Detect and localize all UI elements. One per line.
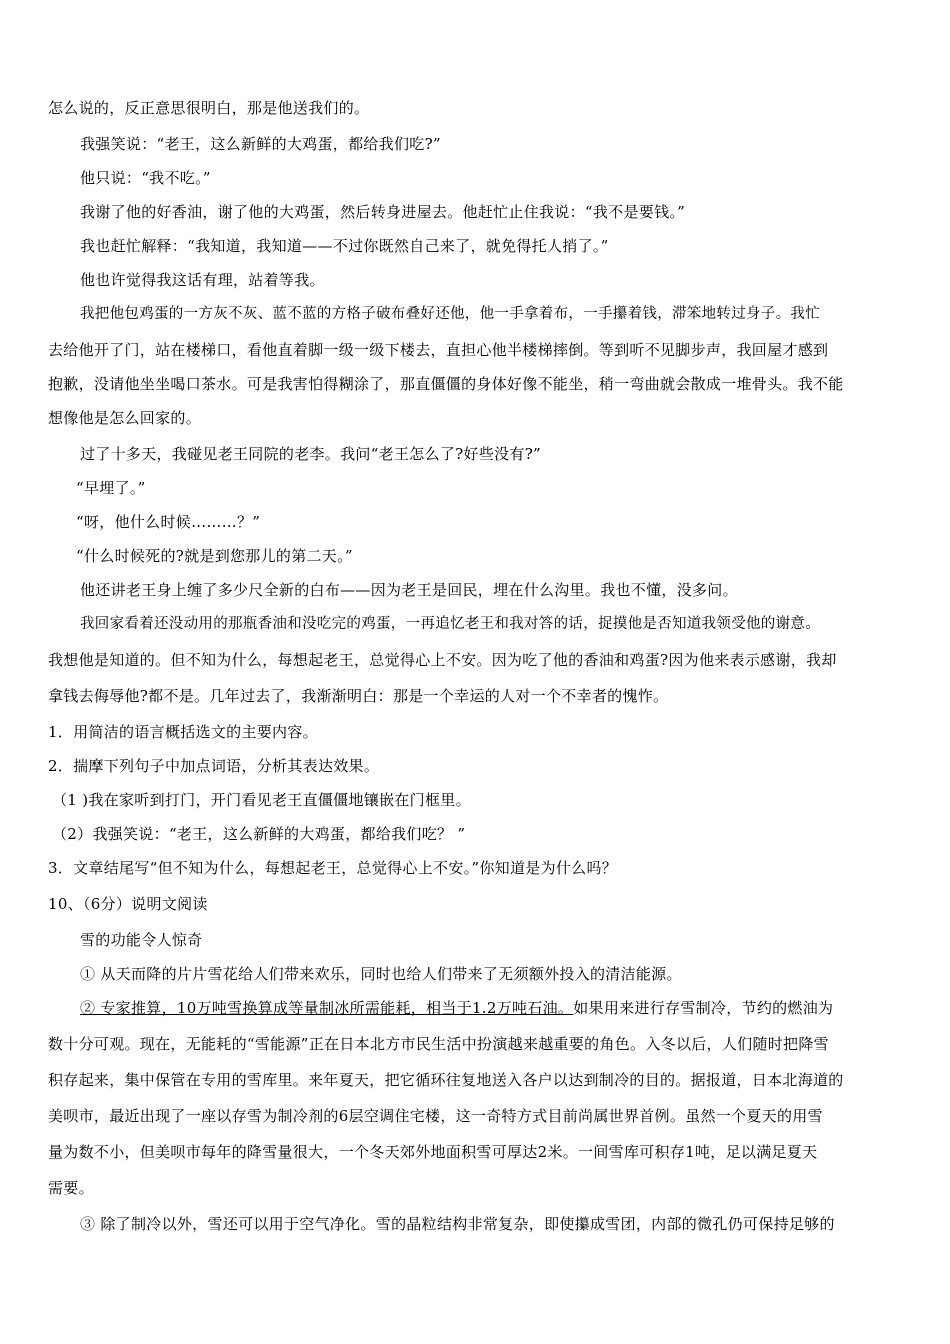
story-line: “早埋了。” bbox=[76, 479, 146, 497]
question-2: 2．揣摩下列句子中加点词语，分析其表达效果。 bbox=[48, 757, 380, 775]
article-paragraph-2-first-line bbox=[80, 998, 910, 1018]
paragraph-text: 如果用来进行存雪制冷，节约的燃油为 bbox=[573, 999, 834, 1017]
story-line: “呀，他什么时候………？” bbox=[76, 513, 261, 531]
story-line: 他只说：“我不吃。” bbox=[80, 169, 211, 187]
question-2-sub-2: （2）我强笑说：“老王，这么新鲜的大鸡蛋，都给我们吃？ ” bbox=[52, 825, 466, 843]
underlined-sentence: ② 专家推算，10万吨雪换算成等量制冰所需能耗，相当于1.2万吨石油。 bbox=[80, 999, 574, 1017]
article-line: 美呗市，最近出现了一座以存雪为制冷剂的6层空调住宅楼，这一奇特方式目前尚属世界首例。虽然一个夏天的用雪 bbox=[48, 1107, 823, 1125]
story-line: 我把他包鸡蛋的一方灰不灰、蓝不蓝的方格子破布叠好还他，他一手拿着布，一手攥着钱，滞笨地转过身子。我忙 bbox=[80, 306, 820, 322]
story-line: 过了十多天，我碰见老王同院的老李。我问“老王怎么了?好些没有?” bbox=[80, 445, 542, 463]
story-line: 去给他开了门，站在楼梯口，看他直着脚一级一级下楼去，直担心他半楼梯摔倒。等到听不见脚步声，我回屋才感到 bbox=[48, 341, 829, 359]
story-line: “什么时候死的?就是到您那儿的第二天。” bbox=[76, 547, 353, 565]
article-paragraph-3: ③ 除了制冷以外，雪还可以用于空气净化。雪的晶粒结构非常复杂，即使攥成雪团，内部的微孔仍可保持足够的 bbox=[80, 1215, 835, 1233]
article-line: 数十分可观。现在，无能耗的“雪能源”正在日本北方市民生活中扮演越来越重要的角色。入冬以后，人们随时把降雪 bbox=[48, 1035, 829, 1053]
story-line: 我回家看着还没动用的那瓶香油和没吃完的鸡蛋，一再追忆老王和我对答的话，捉摸他是否知道我领受他的谢意。 bbox=[80, 616, 820, 632]
article-paragraph-1: ① 从天而降的片片雪花给人们带来欢乐，同时也给人们带来了无须额外投入的清洁能源。 bbox=[80, 965, 682, 983]
story-line: 想像他是怎么回家的。 bbox=[48, 409, 202, 427]
question-2-sub-1: （1 )我在家听到打门，开门看见老王直僵僵地镶嵌在门框里。 bbox=[52, 791, 471, 809]
story-line: 他也许觉得我这话有理，站着等我。 bbox=[80, 271, 325, 289]
story-line: 我也赶忙解释：“我知道，我知道——不过你既然自己来了，就免得托人捎了。” bbox=[80, 237, 609, 255]
story-line: 我强笑说：“老王，这么新鲜的大鸡蛋，都给我们吃?” bbox=[80, 135, 441, 153]
story-line: 他还讲老王身上缠了多少尺全新的白布——因为老王是回民，埋在什么沟里。我也不懂，没多问。 bbox=[80, 581, 738, 599]
story-line: 拿钱去侮辱他?都不是。几年过去了，我渐渐明白：那是一个幸运的人对一个不幸者的愧怍。 bbox=[48, 687, 669, 705]
question-3: 3．文章结尾写“但不知为什么，每想起老王，总觉得心上不安。”你知道是为什么吗？ bbox=[48, 859, 618, 877]
article-title: 雪的功能令人惊奇 bbox=[80, 931, 203, 949]
question-1: 1．用简洁的语言概括选文的主要内容。 bbox=[48, 723, 318, 741]
story-line: 抱歉，没请他坐坐喝口茶水。可是我害怕得糊涂了，那直僵僵的身体好像不能坐，稍一弯曲就会散成一堆骨头。我不能 bbox=[48, 375, 844, 393]
article-line: 量为数不小，但美呗市每年的降雪量很大，一个冬天郊外地面积雪可厚达2米。一间雪库可积存1吨，足以满足夏天 bbox=[48, 1143, 818, 1161]
article-line: 需要。 bbox=[48, 1179, 94, 1197]
section-10-header: 10、（6分）说明文阅读 bbox=[48, 895, 208, 913]
article-line: 积存起来，集中保管在专用的雪库里。来年夏天，把它循环往复地送入各户以达到制冷的目的。据报道，日本北海道的 bbox=[48, 1071, 844, 1089]
story-line: 我想他是知道的。但不知为什么，每想起老王，总觉得心上不安。因为吃了他的香油和鸡蛋?因为他来表示感谢，我却 bbox=[48, 651, 837, 669]
story-line: 怎么说的，反正意思很明白，那是他送我们的。 bbox=[48, 99, 370, 117]
story-line: 我谢了他的好香油，谢了他的大鸡蛋，然后转身进屋去。他赶忙止住我说：“我不是要钱。” bbox=[80, 203, 686, 221]
